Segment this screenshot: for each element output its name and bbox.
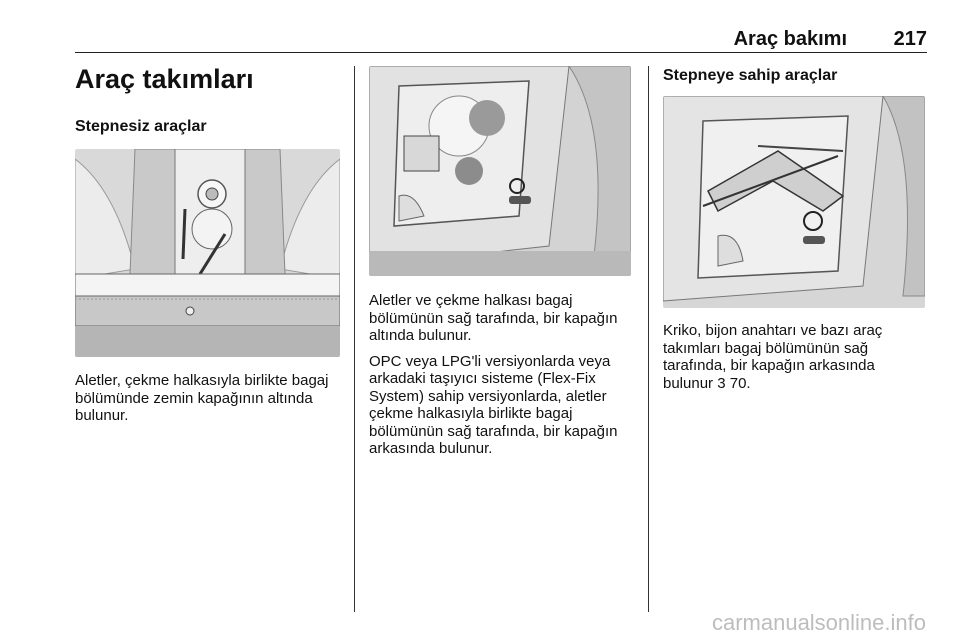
paragraph-opc-lpg: OPC veya LPG'li versiyonlarda veya arkadaki taşıyıcı sisteme (Flex-Fix System) sahip versiyonlarda, aletler çekme halkasıyla birlikte bagaj bölümünün sağ tarafında, bir kapağın arkasında bulunur.: [369, 352, 618, 457]
column-divider-2: [648, 66, 649, 612]
trunk-floor-illustration: [75, 149, 340, 357]
jack-compartment-illustration: [663, 96, 925, 308]
page-header: [75, 28, 927, 53]
section-title: Araç bakımı: [733, 28, 847, 50]
page-number: 217: [893, 28, 927, 50]
column-divider-1: [354, 66, 355, 612]
paragraph-tools-location: Aletler ve çekme halkası bagaj bölümünün sağ tarafında, bir kapağın altında bulunur.: [369, 292, 618, 344]
side-compartment-illustration: [369, 66, 631, 276]
column-3: [663, 66, 925, 392]
page-title: Araç takımları: [75, 64, 254, 94]
figure-jack-compartment: [663, 96, 925, 308]
column-1: [75, 66, 340, 425]
subhead-no-spare: Stepnesiz araçlar: [75, 118, 207, 135]
subhead-with-spare: Stepneye sahip araçlar: [663, 67, 838, 84]
paragraph-with-spare: [663, 322, 925, 392]
page-ref-link[interactable]: 70.: [729, 374, 751, 392]
column-2: [369, 66, 631, 458]
paragraph-no-spare: Aletler, çekme halkasıyla birlikte bagaj bölümünde zemin kapağının altında bulunur.: [75, 372, 329, 424]
paragraph-with-spare-text: Kriko, bijon anahtarı ve bazı araç takımları bagaj bölümünün sağ tarafında, bir kapağın arkasında bulunur: [663, 322, 883, 392]
watermark-logo: carmanualsonline.info: [711, 610, 926, 635]
figure-trunk-floor: [75, 149, 340, 357]
page-ref-icon: 3: [717, 374, 726, 392]
figure-side-compartment: [369, 66, 631, 276]
